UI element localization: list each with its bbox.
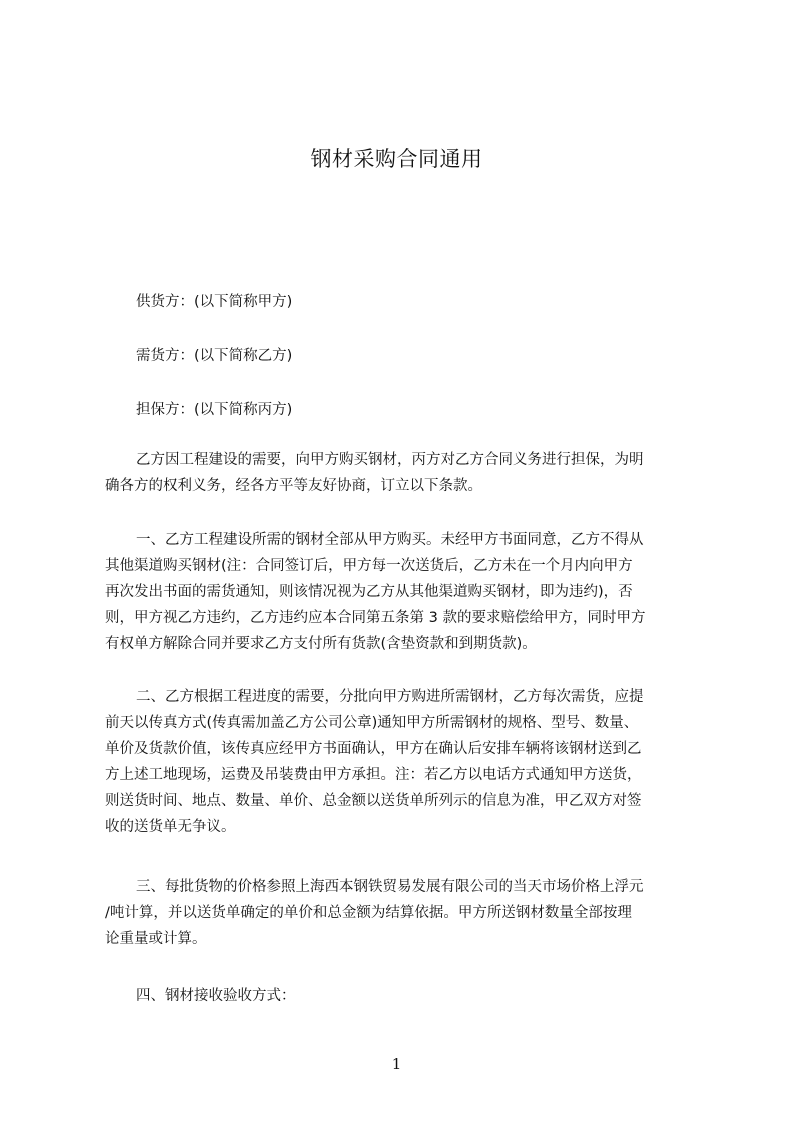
clause-3-paragraph: [105, 874, 701, 952]
clause-3-line: 三、每批货物的价格参照上海西本钢铁贸易发展有限公司的当天市场价格上浮元: [136, 879, 644, 895]
clause-2-line: 二、乙方根据工程进度的需要，分批向甲方购进所需钢材，乙方每次需货，应提: [136, 689, 644, 705]
clause-2-line: 收的送货单无争议。: [105, 819, 236, 835]
party-buyer: 需货方：(以下简称乙方): [136, 348, 293, 364]
intro-line: 确各方的权利义务，经各方平等友好协商，订立以下条款。: [105, 478, 482, 494]
clause-1-line: 一、乙方工程建设所需的钢材全部从甲方购买。未经甲方书面同意，乙方不得从: [136, 532, 644, 548]
clause-3-line: /吨计算，并以送货单确定的单价和总金额为结算依据。甲方所送钢材数量全部按理: [105, 905, 632, 921]
clause-2-paragraph: [105, 684, 701, 840]
clause-4-heading: 四、钢材接收验收方式：: [136, 988, 296, 1004]
clause-1-line: 再次发出书面的需货通知，则该情况视为乙方从其他渠道购买钢材，即为违约)，否: [105, 584, 633, 600]
party-guarantor: 担保方：(以下简称丙方): [136, 402, 293, 418]
document-title: 钢材采购合同通用: [310, 147, 483, 171]
clause-2-line: 则送货时间、地点、数量、单价、总金额以送货单所列示的信息为准，甲乙双方对签: [105, 793, 642, 809]
clause-1-line: 则，甲方视乙方违约，乙方违约应本合同第五条第 3 款的要求赔偿给甲方，同时甲方: [105, 610, 646, 626]
clause-2-line: 单价及货款价值，该传真应经甲方书面确认，甲方在确认后安排车辆将该钢材送到乙: [105, 741, 642, 757]
clause-2-line: 前天以传真方式(传真需加盖乙方公司公章)通知甲方所需钢材的规格、型号、数量、: [105, 715, 639, 731]
intro-line: 乙方因工程建设的需要，向甲方购买钢材，丙方对乙方合同义务进行担保，为明: [136, 452, 644, 468]
clause-3-line: 论重量或计算。: [105, 931, 207, 947]
clause-2-line: 方上述工地现场，运费及吊装费由甲方承担。注：若乙方以电话方式通知甲方送货，: [105, 767, 642, 783]
clause-1-line: 其他渠道购买钢材(注：合同签订后，甲方每一次送货后，乙方未在一个月内向甲方: [105, 558, 633, 574]
clause-1-line: 有权单方解除合同并要求乙方支付所有货款(含垫资款和到期货款)。: [105, 636, 537, 652]
page-number: 1: [391, 1055, 402, 1073]
party-supplier: 供货方：(以下简称甲方): [136, 294, 293, 310]
clause-1-paragraph: [105, 527, 701, 657]
intro-paragraph: [105, 447, 701, 499]
